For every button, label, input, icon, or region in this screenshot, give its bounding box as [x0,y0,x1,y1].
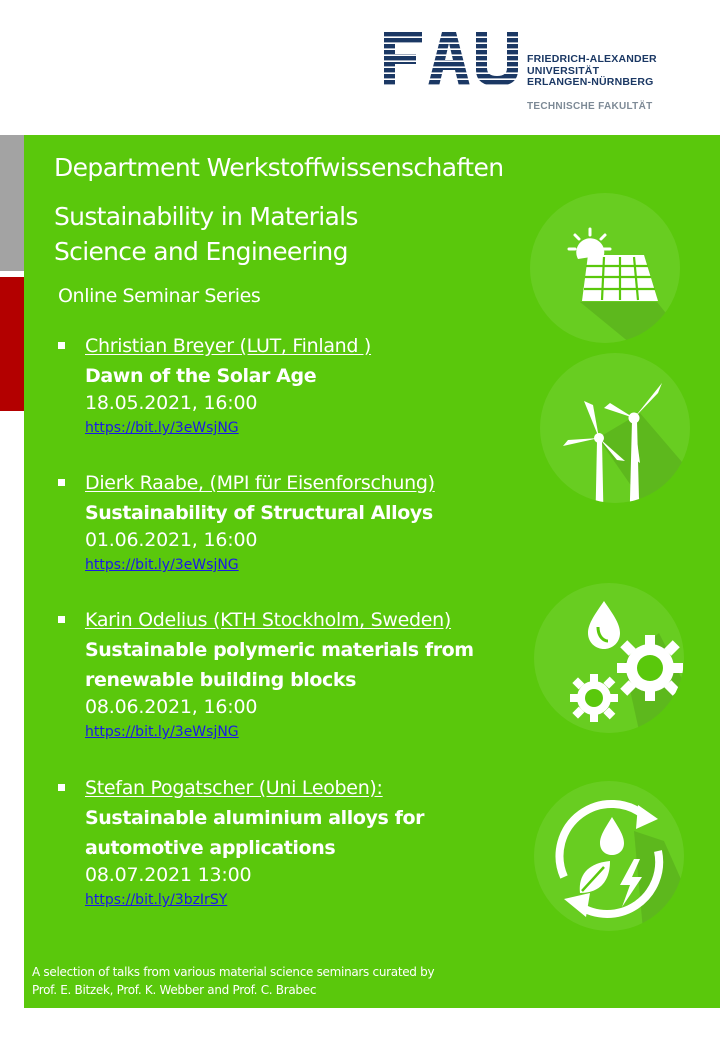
talk-title-line: automotive applications [85,837,336,859]
talk-url-link[interactable]: https://bit.ly/3eWsjNG [85,557,239,573]
talk-date: 01.06.2021, 16:00 [85,529,258,551]
university-name-line: FRIEDRICH-ALEXANDER [527,53,657,65]
series-title-line: Science and Engineering [54,237,348,266]
university-name-line: ERLANGEN-NÜRNBERG [527,76,654,88]
talk-title-line: Sustainability of Structural Alloys [85,502,433,524]
fau-logo-mark [384,32,518,86]
bullet-square-icon [58,616,65,623]
faculty-name: TECHNISCHE FAKULTÄT [527,101,653,112]
gears-droplet-icon-circle [534,583,684,733]
talk-title-line: Dawn of the Solar Age [85,365,317,387]
bullet-square-icon [58,784,65,791]
solar-panel-icon [530,193,680,343]
talk-item [24,335,494,445]
wind-turbines-icon-circle [540,353,690,503]
footer-line: Prof. E. Bitzek, Prof. K. Webber and Prof. C. Brabec [32,983,317,997]
talk-url-link[interactable]: https://bit.ly/3eWsjNG [85,420,239,436]
talk-title [85,803,505,863]
series-title-line: Sustainability in Materials [54,202,358,231]
university-name [527,54,657,89]
speaker-link[interactable]: Stefan Pogatscher (Uni Leoben): [85,777,383,799]
talk-title [85,498,505,528]
talk-item [24,777,494,917]
talk-title-line: Sustainable aluminium alloys for [85,807,425,829]
speaker-link[interactable]: Dierk Raabe, (MPI für Eisenforschung) [85,472,435,494]
fau-logo [384,32,704,116]
series-subtitle: Online Seminar Series [58,285,261,307]
talk-list [24,135,494,935]
talk-item [24,472,494,582]
bullet-square-icon [58,479,65,486]
talk-title-line: Sustainable polymeric materials from [85,639,474,661]
side-stripe-red [0,277,24,411]
solar-panel-icon-circle [530,193,680,343]
speaker-link[interactable]: Christian Breyer (LUT, Finland ) [85,335,372,357]
bullet-square-icon [58,342,65,349]
seminar-panel [24,135,720,1008]
university-name-line: UNIVERSITÄT [527,64,600,77]
talk-title [85,635,505,695]
talk-title [85,361,505,391]
speaker-link[interactable]: Karin Odelius (KTH Stockholm, Sweden) [85,609,452,631]
footer-line: A selection of talks from various material science seminars curated by [32,965,435,979]
wind-turbines-icon [540,353,690,503]
talk-item [24,609,494,749]
talk-title-line: renewable building blocks [85,669,357,691]
gears-droplet-icon [534,583,684,733]
talk-date: 08.07.2021 13:00 [85,864,252,886]
renewable-cycle-icon-circle [534,781,684,931]
talk-url-link[interactable]: https://bit.ly/3bzIrSY [85,892,228,908]
side-stripe-gray [0,135,24,271]
talk-date: 18.05.2021, 16:00 [85,392,258,414]
talk-url-link[interactable]: https://bit.ly/3eWsjNG [85,724,239,740]
renewable-cycle-icon [534,781,684,931]
talk-date: 08.06.2021, 16:00 [85,696,258,718]
footer-note [32,963,434,999]
department-title: Department Werkstoffwissenschaften [54,153,504,182]
